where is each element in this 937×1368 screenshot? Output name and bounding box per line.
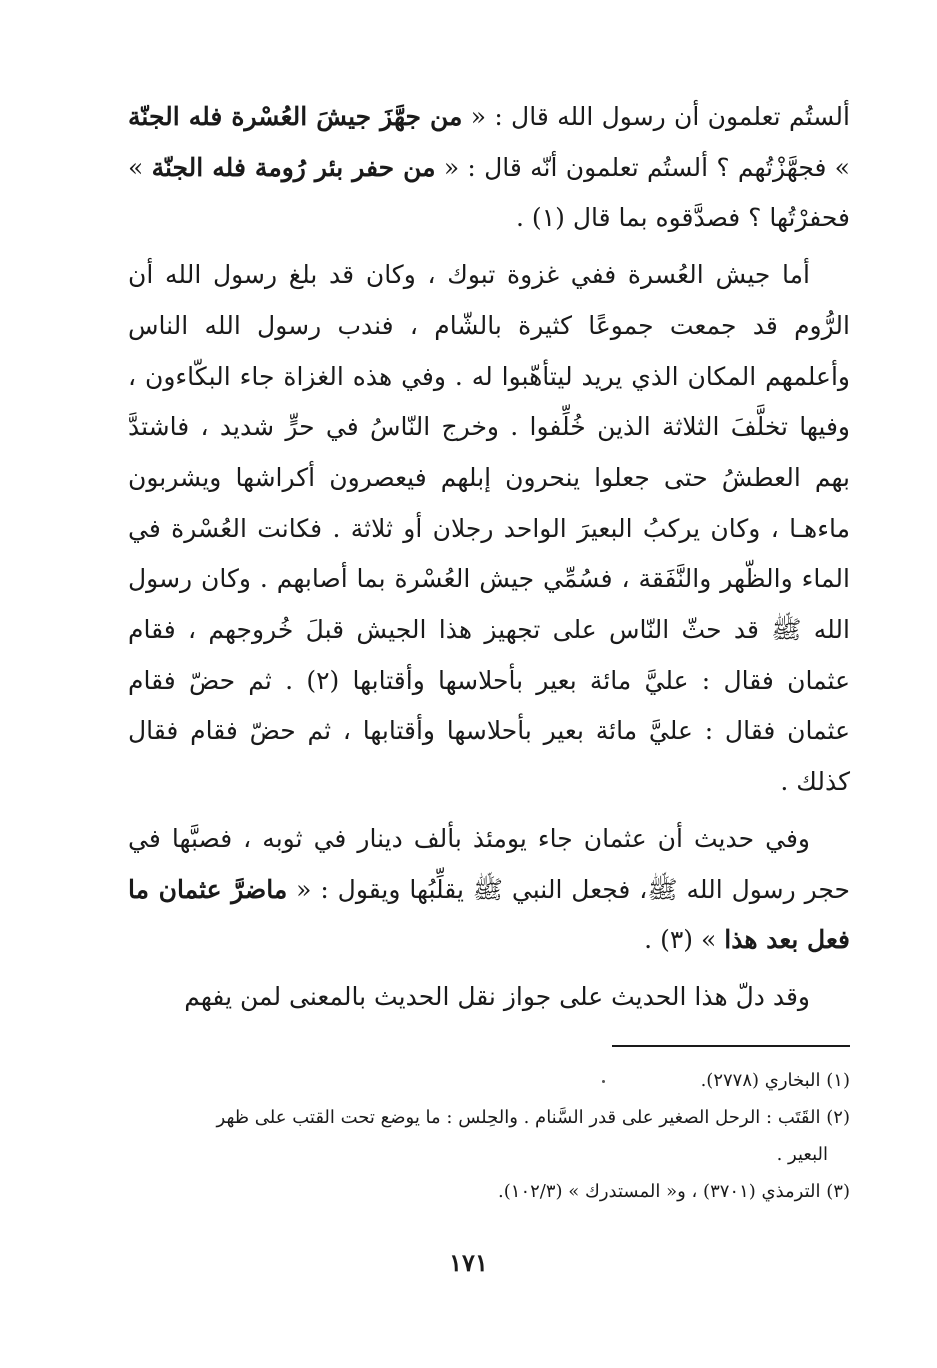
footnote-continuation: البعير . [776,1144,828,1165]
text-segment: . ثم حضّ فقام عثمان فقال : عليَّ مائة بعير بأحلاسها وأقتابها ، ثم حضّ فقام فقال كذلك . [128,665,850,797]
footnote-marker: (٢) [306,665,340,695]
hadith-quote: ماضرَّ عثمان ما فعل بعد هذا [128,874,850,955]
footnote-separator [612,1045,850,1047]
hadith-quote: من جهَّزَ جيشَ العُسْرة فله الجنّة [128,102,463,131]
text-segment: أما جيش العُسرة ففي غزوة تبوك ، وكان قد بلغ رسول الله أن الرُّوم قد جمعت جموعًا كثيرة بالشّام ، فندب رسول الله الناس وأعلمهم المكان الذي يريد ليتأهّبوا له . وفي هذه الغزاة جاء البكّاءون ، وفيها تخلَّفَ الثلاثة الذين خُلِّفوا . وخرج النّاسُ في حرٍّ شديد ، فاشتدَّ بهم العطشُ حتى جعلوا ينحرون إبلهم فيعصرون أكراشها ويشربون ماءهـا ، وكان يركبُ البعيرَ الواحد رجلان أو ثلاثة . فكانت العُسْرة في الماء والظّهر والنَّفَقة ، فسُمِّي جيش العُسْرة بما أصابهم . وكان رسول الله ﷺ قد حثّ النّاس على تجهيز هذا الجيش قبلَ خُروجهم ، فقام عثمان فقال : عليَّ مائة بعير بأحلاسها وأقتابها [128,260,850,695]
footnotes [128,1062,850,1210]
footnote-2 [128,1099,850,1173]
paragraph-1 [128,92,850,244]
main-text [128,92,850,1023]
text-segment: وفي حديث أن عثمان جاء يومئذ بألف دينار في ثوبه ، فصبَّها في حجر رسول الله ﷺ، فجعل النبي ﷺ يقلِّبُها ويقول : « [128,823,850,904]
text-segment: ألستُم تعلمون أن رسول الله قال : « [462,102,850,131]
footnote-number: (١) [826,1070,850,1091]
footnote-3 [128,1173,850,1210]
footnote-marker: (١) [531,203,565,233]
text-segment: . [516,203,532,233]
paragraph-3 [128,814,850,966]
paragraph-2 [128,250,850,808]
text-segment: » فجهَّزْتُهم ؟ ألستُم تعلمون أنّه قال : « [435,152,850,182]
page-number: ١٧١ [449,1248,488,1277]
text-segment: » فحفرْتُها ؟ فصدَّقوه بما قال [128,152,850,233]
text-segment: . [644,925,661,955]
footnote-1 [128,1062,850,1099]
text-segment: » [693,925,725,955]
footnote-text: القَتَب : الرحل الصغير على قدر السَّنام . والحِلس : ما يوضع تحت القتب على ظهر [216,1107,821,1128]
text-segment: وقد دلّ هذا الحديث على جواز نقل الحديث بالمعنى لمن يفهم [184,981,810,1011]
paragraph-4 [128,972,850,1023]
scan-speck [602,1080,605,1083]
footnote-number: (٣) [826,1181,850,1202]
footnote-number: (٢) [826,1107,850,1128]
hadith-quote: من حفر بئر رُومة فله الجنّة [151,152,436,182]
footnote-text: الترمذي (٣٧٠١) ، و« المستدرك » (١٠٢/٣). [498,1181,821,1202]
footnote-marker: (٣) [660,925,694,955]
footnote-text: البخاري (٢٧٧٨). [700,1070,821,1091]
